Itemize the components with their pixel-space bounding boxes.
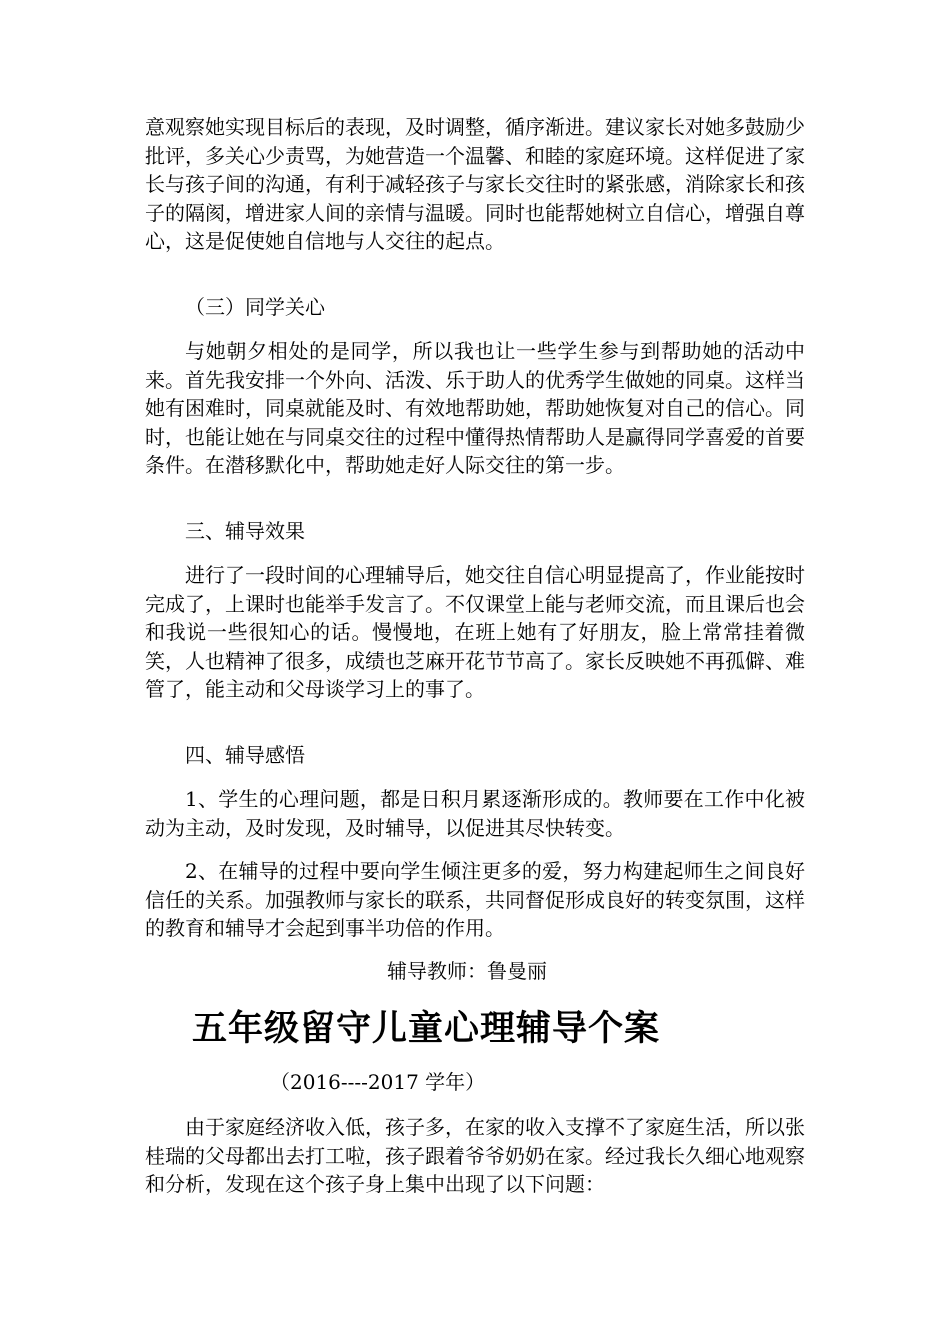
section-heading-counseling-effect: 三、辅导效果 [185, 519, 305, 543]
paragraph-counseling-effect: 进行了一段时间的心理辅导后，她交往自信心明显提高了，作业能按时完成了，上课时也能举手发言了。不仅课堂上能与老师交流，而且课后也会和我说一些很知心的话。慢慢地，在班上她有了好朋友，脸上常常挂着微笑，人也精神了很多，成绩也芝麻开花节节高了。家长反映她不再孤僻、难管了，能主动和父母谈学习上的事了。 [145, 563, 805, 701]
paragraph-case-background: 由于家庭经济收入低，孩子多，在家的收入支撑不了家庭生活，所以张桂瑞的父母都出去打工啦，孩子跟着爷爷奶奶在家。经过我长久细心地观察和分析，发现在这个孩子身上集中出现了以下问题： [145, 1115, 805, 1196]
section-heading-classmates-care: （三）同学关心 [185, 295, 325, 319]
counselor-signature: 辅导教师：鲁曼丽 [387, 959, 547, 983]
paragraph-reflection-2: 2、在辅导的过程中要向学生倾注更多的爱，努力构建起师生之间良好信任的关系。加强教师与家长的联系，共同督促形成良好的转变氛围，这样的教育和辅导才会起到事半功倍的作用。 [145, 859, 805, 940]
school-year-subtitle: （2016----2017 学年） [270, 1070, 486, 1094]
paragraph-classmates-care: 与她朝夕相处的是同学，所以我也让一些学生参与到帮助她的活动中来。首先我安排一个外向、活泼、乐于助人的优秀学生做她的同桌。这样当她有困难时，同桌就能及时、有效地帮助她，帮助她恢复对自己的信心。同时，也能让她在与同桌交往的过程中懂得热情帮助人是赢得同学喜爱的首要条件。在潜移默化中，帮助她走好人际交往的第一步。 [145, 339, 805, 477]
paragraph-family-support-continued: 意观察她实现目标后的表现，及时调整，循序渐进。建议家长对她多鼓励少批评，多关心少责骂，为她营造一个温馨、和睦的家庭环境。这样促进了家长与孩子间的沟通，有利于减轻孩子与家长交往时的紧张感，消除家长和孩子的隔阂，增进家人间的亲情与温暖。同时也能帮她树立自信心，增强自尊心，这是促使她自信地与人交往的起点。 [145, 115, 805, 253]
document-title: 五年级留守儿童心理辅导个案 [192, 1008, 661, 1049]
section-heading-counseling-reflection: 四、辅导感悟 [185, 743, 305, 767]
paragraph-reflection-1: 1、学生的心理问题，都是日积月累逐渐形成的。教师要在工作中化被动为主动，及时发现，及时辅导，以促进其尽快转变。 [145, 787, 805, 840]
